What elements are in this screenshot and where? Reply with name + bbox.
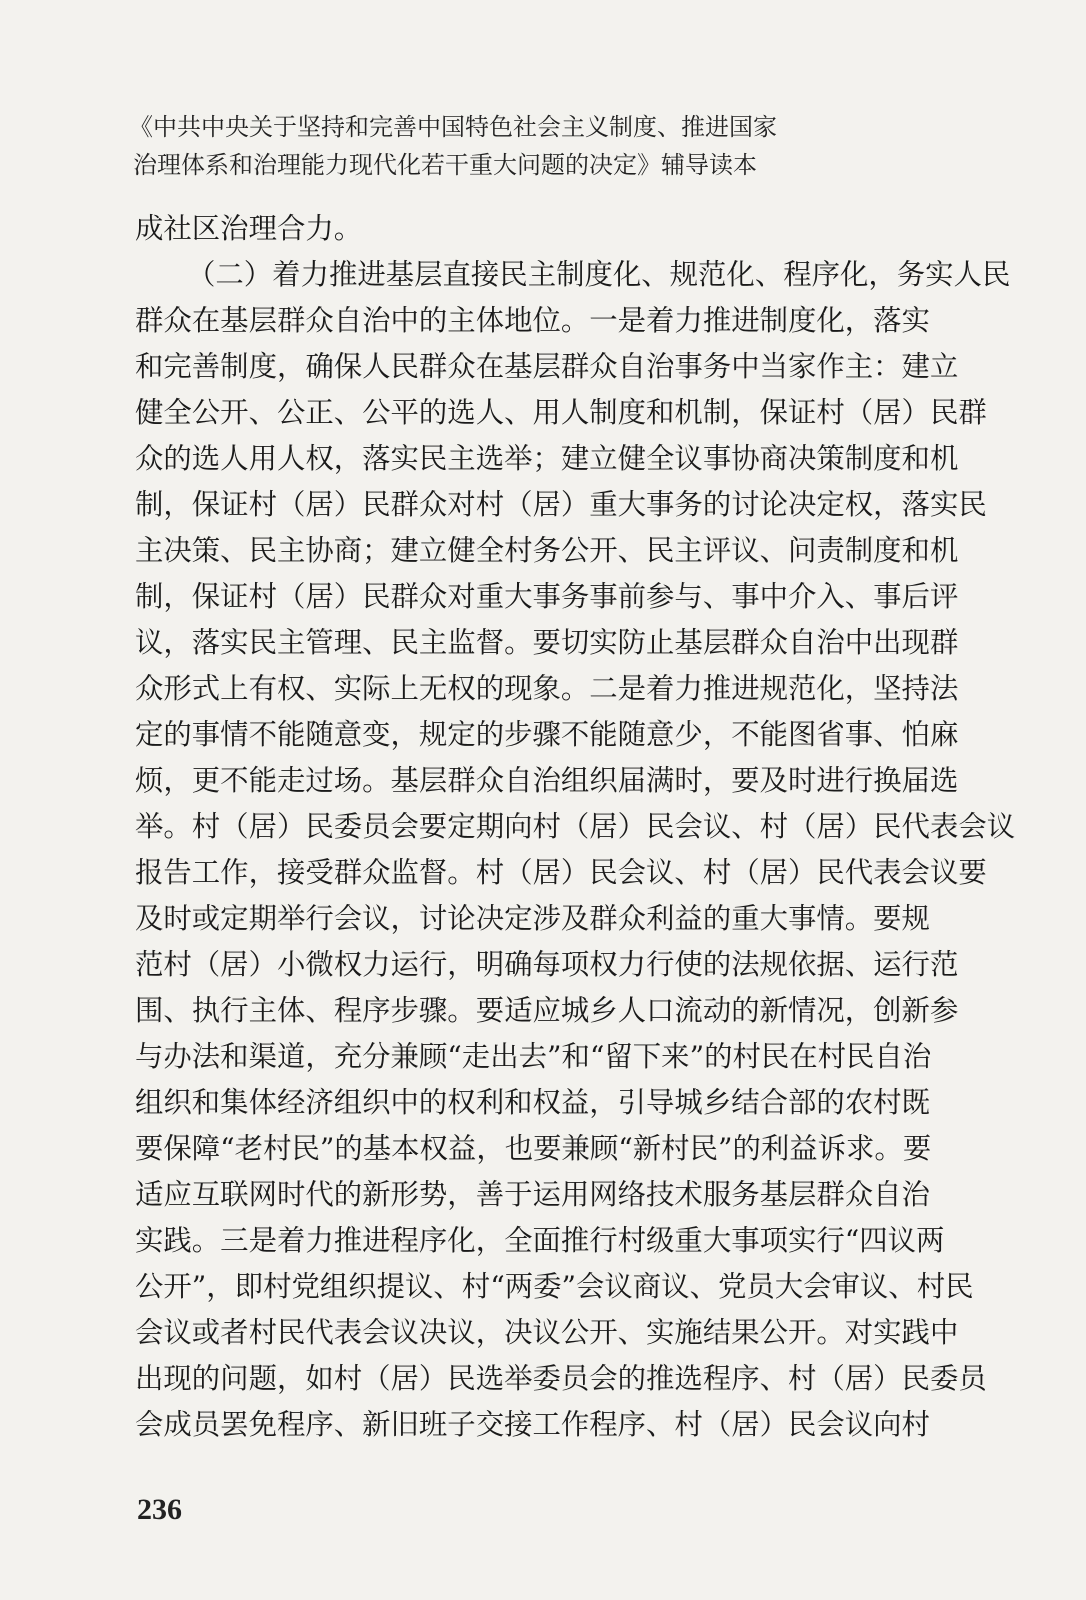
page-number: 236 (137, 1493, 182, 1526)
text-line: 组织和集体经济组织中的权利和权益，引导城乡结合部的农村既 (135, 1086, 930, 1119)
text-line: 众的选人用人权，落实民主选举；建立健全议事协商决策制度和机 (135, 442, 959, 475)
text-line: 围、执行主体、程序步骤。要适应城乡人口流动的新情况，创新参 (135, 994, 959, 1027)
text-line: 烦，更不能走过场。基层群众自治组织届满时，要及时进行换届选 (135, 764, 959, 797)
text-line: 报告工作，接受群众监督。村（居）民会议、村（居）民代表会议要 (135, 856, 987, 889)
text-line: 要保障“老村民”的基本权益，也要兼顾“新村民”的利益诉求。要 (135, 1132, 932, 1165)
text-line: 适应互联网时代的新形势，善于运用网络技术服务基层群众自治 (135, 1178, 930, 1211)
text-line: 及时或定期举行会议，讨论决定涉及群众利益的重大事情。要规 (135, 902, 930, 935)
text-line: 健全公开、公正、公平的选人、用人制度和机制，保证村（居）民群 (135, 396, 987, 429)
text-line: 和完善制度，确保人民群众在基层群众自治事务中当家作主：建立 (135, 350, 959, 383)
running-header (129, 108, 953, 184)
text-line: 实践。三是着力推进程序化，全面推行村级重大事项实行“四议两 (135, 1224, 945, 1257)
text-line: 制，保证村（居）民群众对重大事务事前参与、事中介入、事后评 (135, 580, 959, 613)
body-text (135, 206, 1016, 1448)
text-line: 定的事情不能随意变，规定的步骤不能随意少，不能图省事、怕麻 (135, 718, 959, 751)
text-line: 主决策、民主协商；建立健全村务公开、民主评议、问责制度和机 (135, 534, 959, 567)
text-line: 制，保证村（居）民群众对村（居）重大事务的讨论决定权，落实民 (135, 488, 987, 521)
text-line: （二）着力推进基层直接民主制度化、规范化、程序化，务实人民 (187, 258, 1011, 291)
text-line: 会议或者村民代表会议决议，决议公开、实施结果公开。对实践中 (135, 1316, 959, 1349)
text-line: 议，落实民主管理、民主监督。要切实防止基层群众自治中出现群 (135, 626, 959, 659)
running-header-line-1: 《中共中央关于坚持和完善中国特色社会主义制度、推进国家 (129, 113, 777, 141)
text-line: 成社区治理合力。 (135, 212, 363, 245)
text-line: 群众在基层群众自治中的主体地位。一是着力推进制度化，落实 (135, 304, 930, 337)
text-line: 众形式上有权、实际上无权的现象。二是着力推进规范化，坚持法 (135, 672, 959, 705)
text-line: 举。村（居）民委员会要定期向村（居）民会议、村（居）民代表会议 (135, 810, 1016, 843)
text-line: 公开”，即村党组织提议、村“两委”会议商议、党员大会审议、村民 (135, 1270, 974, 1303)
text-line: 会成员罢免程序、新旧班子交接工作程序、村（居）民会议向村 (135, 1408, 930, 1441)
text-line: 范村（居）小微权力运行，明确每项权力行使的法规依据、运行范 (135, 948, 959, 981)
text-line: 与办法和渠道，充分兼顾“走出去”和“留下来”的村民在村民自治 (135, 1040, 932, 1073)
running-header-line-2: 治理体系和治理能力现代化若干重大问题的决定》辅导读本 (133, 151, 757, 179)
text-line: 出现的问题，如村（居）民选举委员会的推选程序、村（居）民委员 (135, 1362, 987, 1395)
